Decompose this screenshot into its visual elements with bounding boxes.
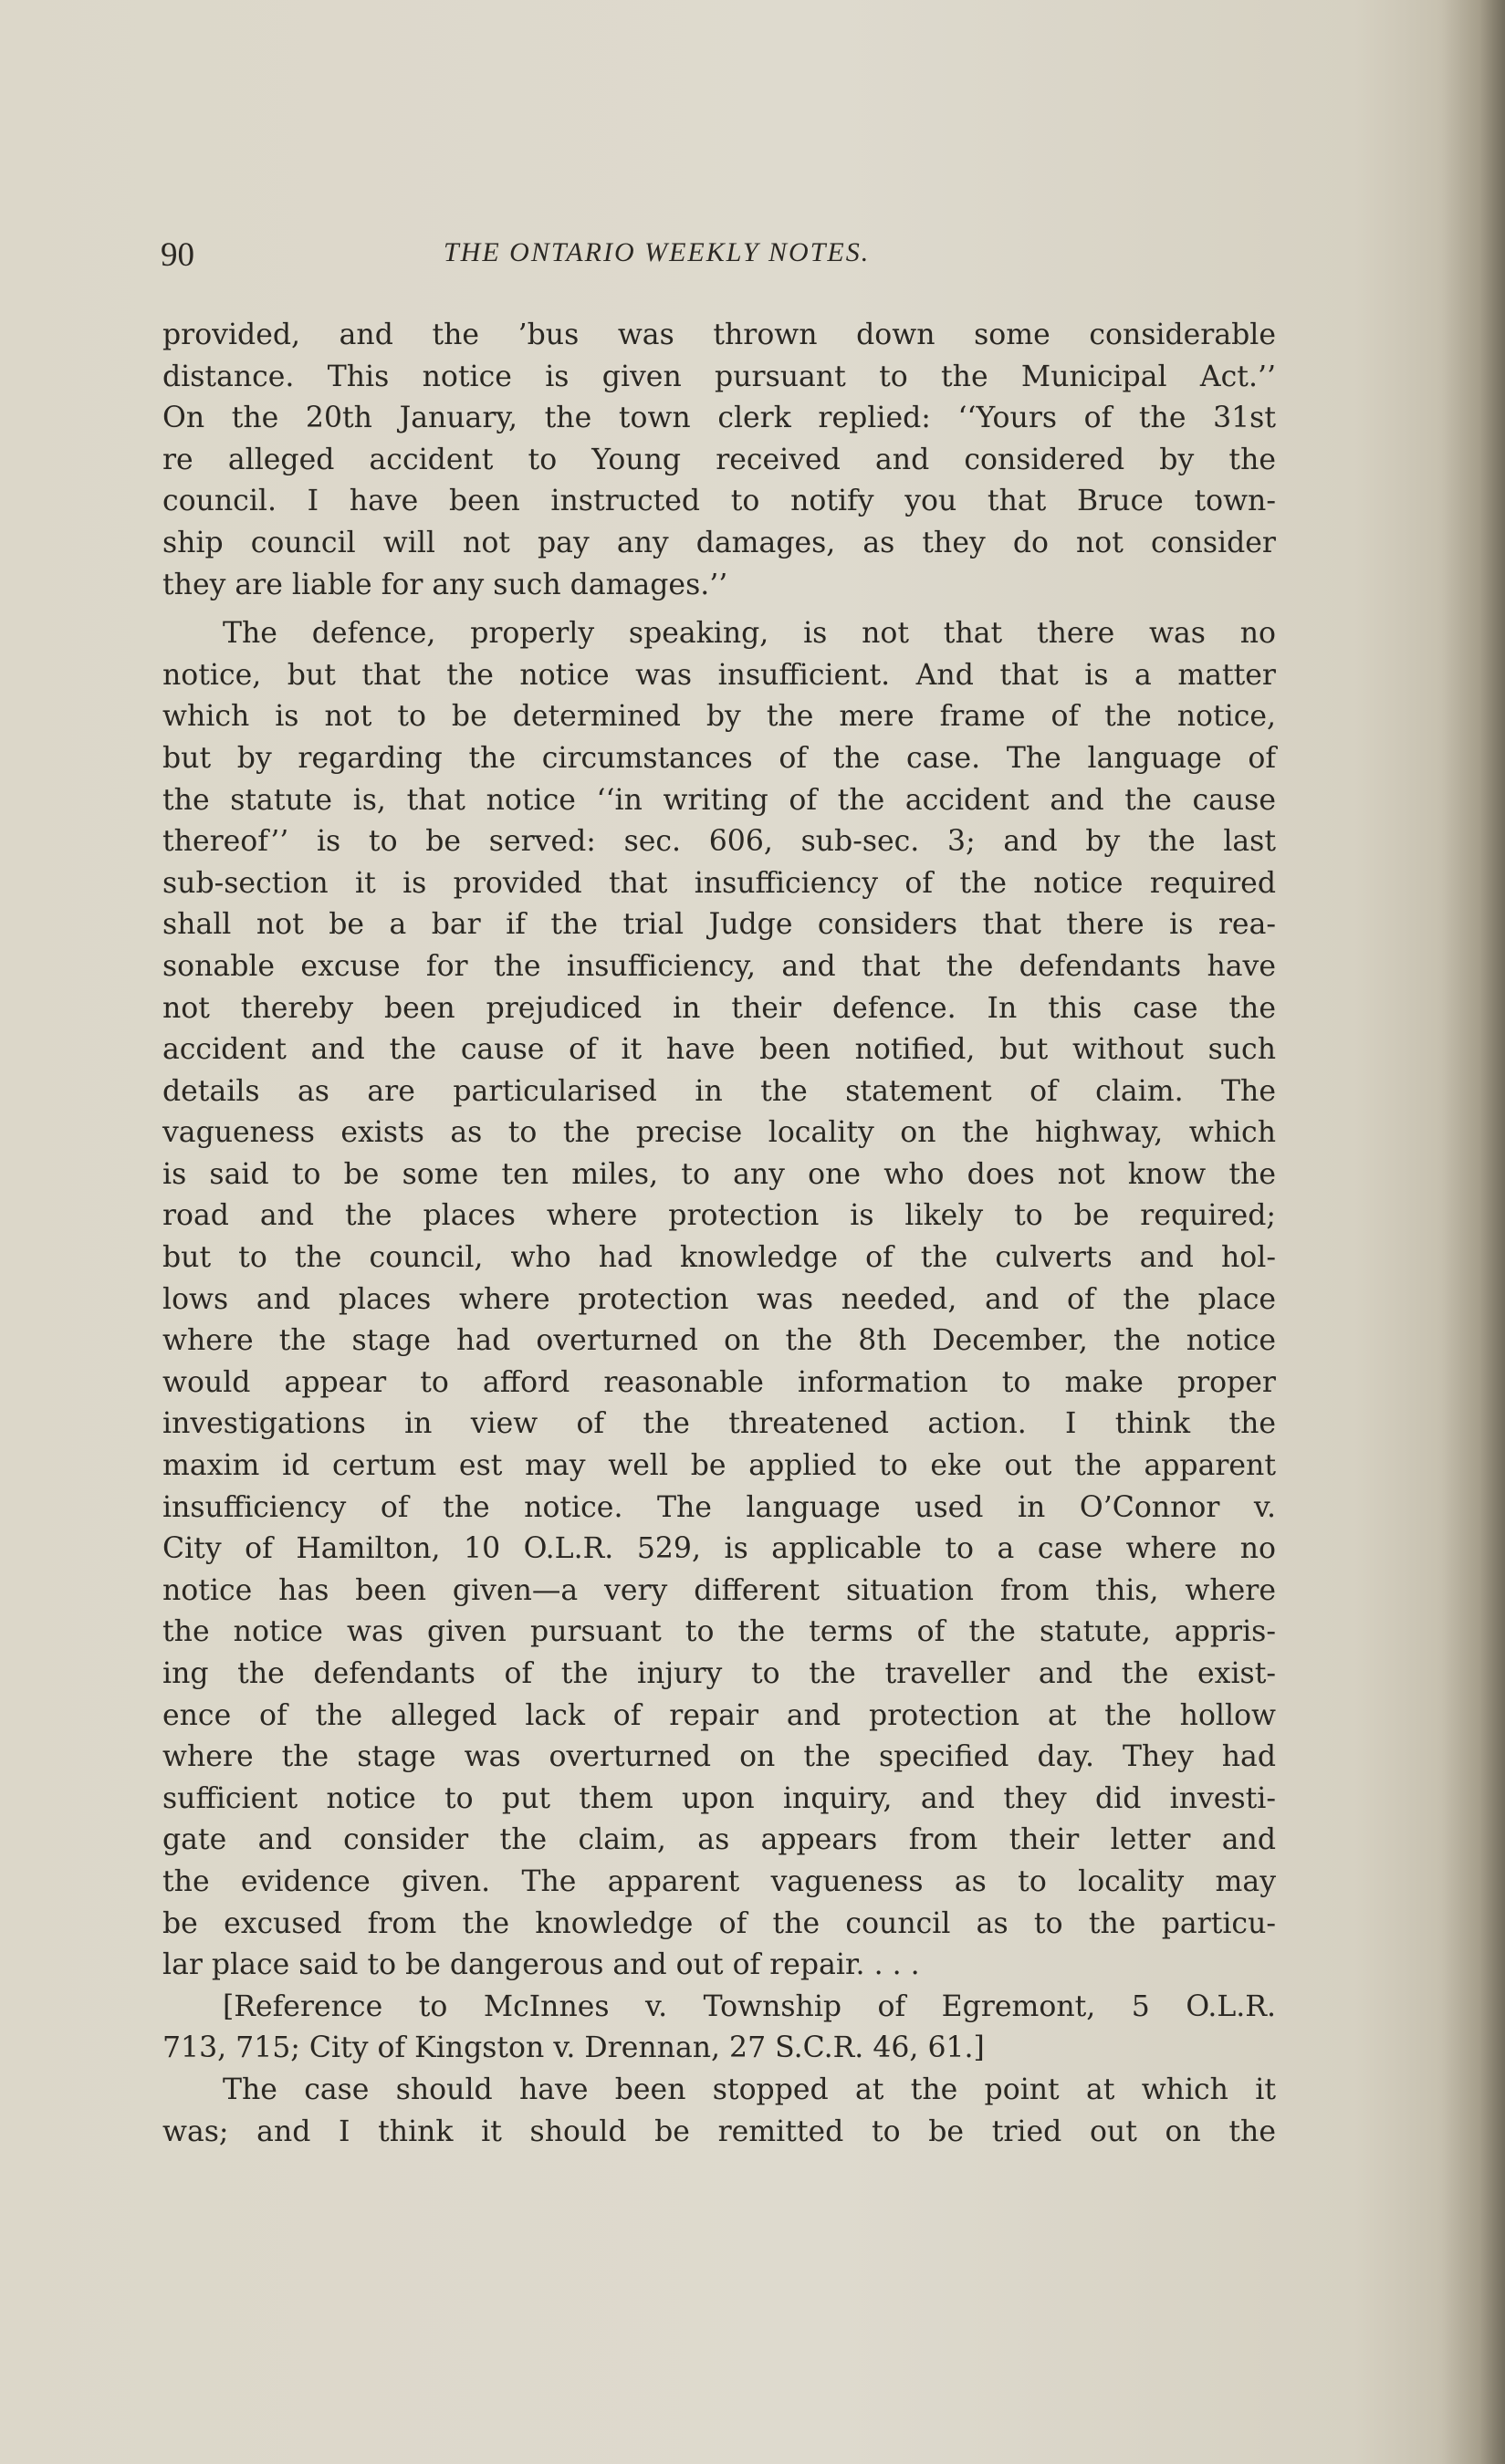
text-line: The case should have been stopped at the point at which it — [223, 2072, 1276, 2106]
text-line: ence of the alleged lack of repair and protection at the hollow — [162, 1698, 1276, 1732]
text-line: sonable excuse for the insufficiency, and that the defendants have — [162, 949, 1276, 983]
text-line: where the stage was overturned on the specified day. They had — [162, 1740, 1276, 1774]
text-line: road and the places where protection is likely to be required; — [162, 1199, 1276, 1233]
text-line: lar place said to be dangerous and out of repair. . . . — [162, 1948, 920, 1982]
text-line: On the 20th January, the town clerk replied: ‘‘Yours of the 31st — [162, 402, 1276, 435]
text-line: notice, but that the notice was insufficient. And that is a matter — [162, 658, 1276, 692]
text-line: they are liable for any such damages.’’ — [162, 568, 728, 601]
paragraph — [162, 2070, 1276, 2153]
text-line: not thereby been prejudiced in their defence. In this case the — [162, 991, 1276, 1025]
text-line: but to the council, who had knowledge of the culverts and hol- — [162, 1241, 1276, 1275]
text-line: accident and the cause of it have been notified, but without such — [162, 1033, 1276, 1067]
text-line: where the stage had overturned on the 8th December, the notice — [162, 1324, 1276, 1358]
text-line: vagueness exists as to the precise locality on the highway, which — [162, 1116, 1276, 1150]
paragraph — [162, 613, 1276, 1987]
text-line: gate and consider the claim, as appears from their letter and — [162, 1823, 1276, 1857]
text-line: maxim id certum est may well be applied to eke out the apparent — [162, 1449, 1276, 1483]
text-line: insufficiency of the notice. The language used in O’Connor v. — [162, 1490, 1276, 1524]
text-line: ing the defendants of the injury to the traveller and the exist- — [162, 1657, 1276, 1690]
text-line: [Reference to McInnes v. Township of Egremont, 5 O.L.R. — [223, 1989, 1276, 2023]
journal-title: THE ONTARIO WEEKLY NOTES. — [444, 237, 871, 267]
text-line: be excused from the knowledge of the council as to the particu- — [162, 1906, 1276, 1940]
text-line: distance. This notice is given pursuant to the Municipal Act.’’ — [162, 360, 1276, 393]
text-line: ship council will not pay any damages, as they do not consider — [162, 526, 1276, 559]
text-line: shall not be a bar if the trial Judge considers that there is rea- — [162, 908, 1276, 942]
text-line: details as are particularised in the statement of claim. The — [162, 1074, 1276, 1108]
paragraph — [162, 1987, 1276, 2070]
paragraph — [162, 315, 1276, 606]
text-line: lows and places where protection was needed, and of the place — [162, 1282, 1276, 1316]
text-line: council. I have been instructed to notify you that Bruce town- — [162, 485, 1276, 518]
text-line: notice has been given—a very different situation from this, where — [162, 1573, 1276, 1607]
text-line: re alleged accident to Young received and considered by the — [162, 443, 1276, 476]
page-edge-shadow — [1441, 0, 1505, 2464]
text-line: the statute is, that notice ‘‘in writing of the accident and the cause — [162, 783, 1276, 817]
text-line: the evidence given. The apparent vagueness as to locality may — [162, 1864, 1276, 1898]
text-line: was; and I think it should be remitted to be tried out on the — [162, 2114, 1276, 2148]
text-line: sub-section it is provided that insufficiency of the notice required — [162, 866, 1276, 900]
text-line: but by regarding the circumstances of the case. The language of — [162, 741, 1276, 775]
text-line: investigations in view of the threatened action. I think the — [162, 1407, 1276, 1441]
text-line: would appear to afford reasonable information to make proper — [162, 1365, 1276, 1399]
text-line: thereof’’ is to be served: sec. 606, sub-sec. 3; and by the last — [162, 825, 1276, 859]
text-line: provided, and the ’bus was thrown down some considerable — [162, 318, 1276, 351]
text-line: the notice was given pursuant to the terms of the statute, appris- — [162, 1615, 1276, 1649]
body-text — [162, 315, 1276, 2153]
text-line: sufficient notice to put them upon inquiry, and they did investi- — [162, 1781, 1276, 1815]
text-line: which is not to be determined by the mere frame of the notice, — [162, 700, 1276, 734]
text-line: is said to be some ten miles, to any one who does not know the — [162, 1157, 1276, 1191]
page-number: 90 — [161, 236, 194, 274]
text-line: City of Hamilton, 10 O.L.R. 529, is applicable to a case where no — [162, 1532, 1276, 1566]
text-line: 713, 715; City of Kingston v. Drennan, 27 S.C.R. 46, 61.] — [162, 2031, 985, 2065]
running-head — [161, 235, 1283, 281]
text-line: The defence, properly speaking, is not that there was no — [223, 617, 1276, 651]
